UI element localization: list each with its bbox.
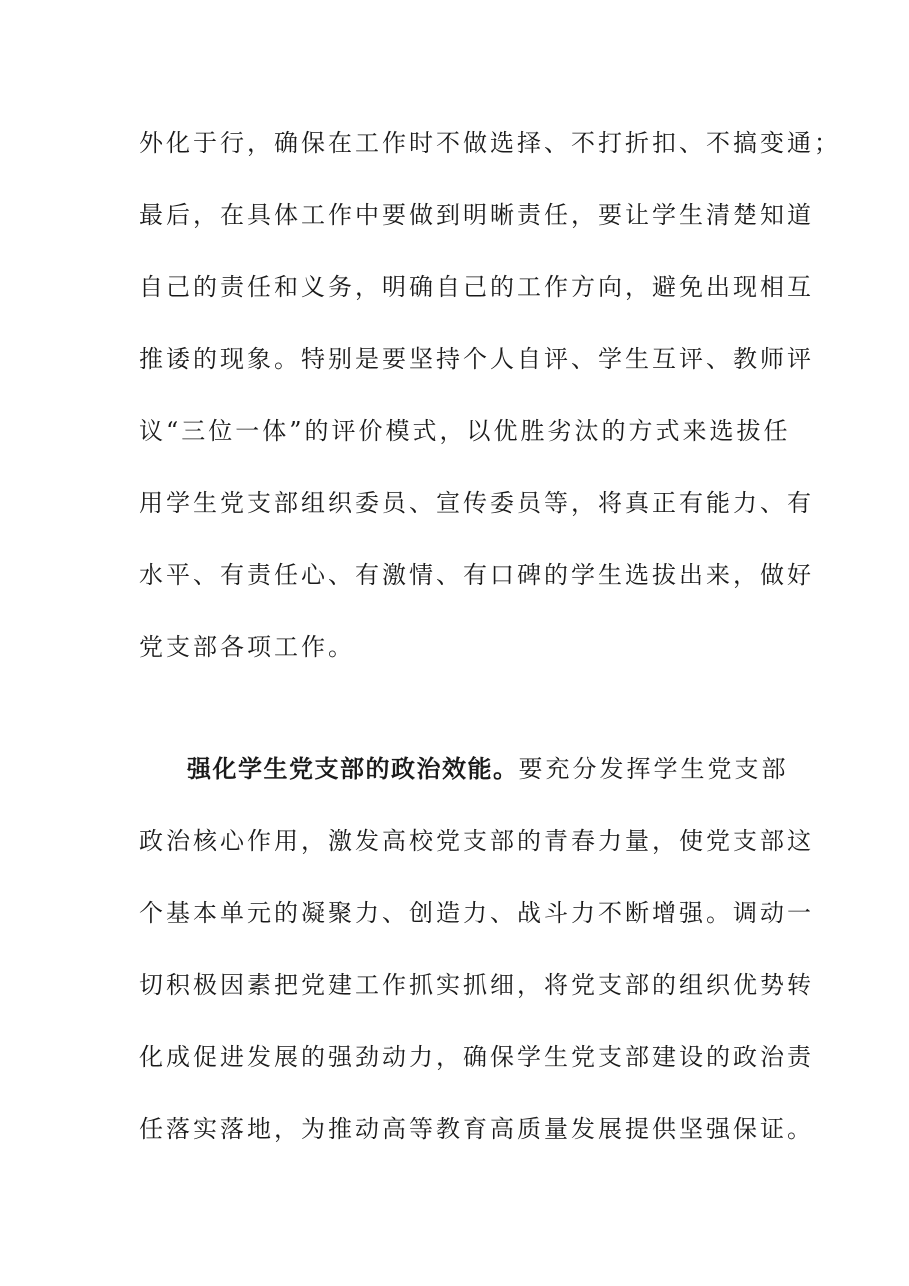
document-body [139,113,841,1171]
text-line-first [139,739,789,811]
paragraph-responsibility [139,113,841,689]
text-line: 政治核心作用，激发高校党支部的青春力量，使党支部这 [139,827,814,855]
text-line: 切积极因素把党建工作抓实抓细，将党支部的组织优势转 [139,971,814,999]
text-line: 用学生党支部组织委员、宣传委员等，将真正有能力、有 [139,489,814,517]
paragraph-heading: 强化学生党支部的政治效能。 [187,755,519,783]
heading-continuation: 要充分发挥学生党支部 [518,755,789,783]
text-line: 推诿的现象。特别是要坚持个人自评、学生互评、教师评 [139,345,814,373]
text-line: 党支部各项工作。 [139,633,355,661]
text-line: 自己的责任和义务，明确自己的工作方向，避免出现相互 [139,273,814,301]
text-line: 个基本单元的凝聚力、创造力、战斗力不断增强。调动一 [139,899,814,927]
text-line: 化成促进发展的强劲动力，确保学生党支部建设的政治责 [139,1043,814,1071]
text-line: 议“三位一体”的评价模式，以优胜劣汰的方式来选拔任 [139,417,791,445]
text-line: 任落实落地，为推动高等教育高质量发展提供坚强保证。 [139,1115,814,1143]
text-line: 水平、有责任心、有激情、有口碑的学生选拔出来，做好 [139,561,814,589]
paragraph-spacer [139,689,779,739]
paragraph-political-efficacy [139,739,814,1171]
text-line: 外化于行，确保在工作时不做选择、不打折扣、不搞变通； [139,129,841,157]
text-line: 最后，在具体工作中要做到明晰责任，要让学生清楚知道 [139,201,814,229]
